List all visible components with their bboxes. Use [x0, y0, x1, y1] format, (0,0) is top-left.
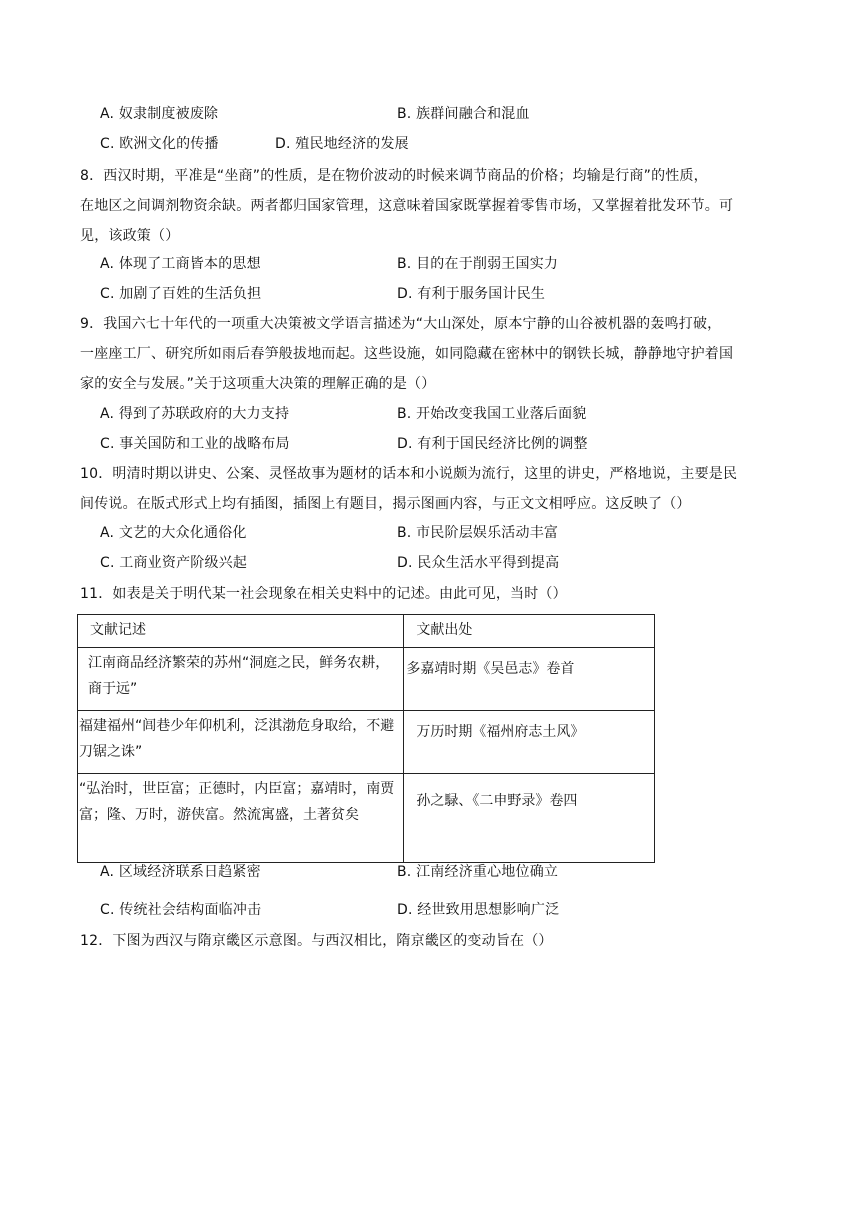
q8-option-b: B. 目的在于削弱王国实力 — [397, 256, 559, 272]
q7-option-c: C. 欧洲文化的传播 — [100, 136, 219, 152]
table-row — [78, 648, 655, 711]
table-row-2-record: 福建福州“闾巷少年仰机利，泛淇渤危身取给，不避刀锯之诛” — [79, 718, 395, 760]
q10-stem-line-2: 间传说。在版式形式上均有插图，插图上有题目，揭示图画内容，与正文文相呼应。这反映了（） — [80, 496, 691, 512]
q10-option-b: B. 市民阶层娱乐活动丰富 — [397, 525, 559, 541]
table-cell — [404, 711, 655, 774]
q7-option-b: B. 族群间融合和混血 — [397, 106, 530, 122]
table-header-cell — [78, 615, 404, 648]
table-row — [78, 774, 655, 863]
q8-option-a: A. 体现了工商皆本的思想 — [100, 256, 261, 272]
table-row-2-source: 万历时期《福州府志土风》 — [416, 724, 585, 740]
q10-option-c: C. 工商业资产阶级兴起 — [100, 555, 248, 571]
q11-option-c: C. 传统社会结构面临冲击 — [100, 902, 262, 918]
table-row-3-source: 孙之騄、《二申野录》卷四 — [416, 793, 578, 809]
table-cell — [404, 774, 655, 863]
q10-option-d: D. 民众生活水平得到提高 — [397, 555, 560, 571]
table-cell — [78, 711, 404, 774]
q7-option-a: A. 奴隶制度被废除 — [100, 106, 219, 122]
q11-stem: 11．如表是关于明代某一社会现象在相关史料中的记述。由此可见，当时（） — [80, 586, 567, 602]
q11-option-d: D. 经世致用思想影响广泛 — [397, 902, 560, 918]
table-cell — [78, 648, 404, 711]
table-row-1-source: 多嘉靖时期《吴邑志》卷首 — [406, 661, 575, 677]
q9-option-b: B. 开始改变我国工业落后面貌 — [397, 406, 587, 422]
table-header-records: 文献记述 — [90, 622, 146, 638]
q8-option-c: C. 加剧了百姓的生活负担 — [100, 286, 262, 302]
table-header-row — [78, 615, 655, 648]
q10-stem-line-1: 10．明清时期以讲史、公案、灵怪故事为题材的话本和小说颇为流行，这里的讲史，严格地说，主要是民 — [80, 466, 738, 482]
q9-option-a: A. 得到了苏联政府的大力支持 — [100, 406, 290, 422]
q8-stem-line-3: 见，该政策（） — [80, 228, 180, 244]
q8-stem-line-1: 8．西汉时期，平准是“坐商”的性质，是在物价波动的时候来调节商品的价格；均输是行商”的性质， — [80, 168, 708, 184]
table-header-cell — [404, 615, 655, 648]
q11-option-a: A. 区域经济联系日趋紧密 — [100, 864, 261, 880]
q11-option-b: B. 江南经济重心地位确立 — [397, 864, 559, 880]
q9-option-d: D. 有利于国民经济比例的调整 — [397, 436, 588, 452]
table-header-source: 文献出处 — [416, 622, 473, 638]
q10-option-a: A. 文艺的大众化通俗化 — [100, 525, 247, 541]
table-row-1-record: 江南商品经济繁荣的苏州“洞庭之民，鲜务农耕，商于远” — [88, 655, 390, 697]
q11-source-table — [77, 614, 655, 863]
table-cell — [78, 774, 404, 863]
q7-option-d: D. 殖民地经济的发展 — [275, 136, 409, 152]
table-row-3-record: “弘治时，世臣富；正德时，内臣富；嘉靖时，南贾富；隆、万时，游侠富。然流寓盛，土著贫矣 — [79, 781, 395, 823]
table-cell — [404, 648, 655, 711]
q9-stem-line-1: 9．我国六七十年代的一项重大决策被文学语言描述为“大山深处，原本宁静的山谷被机器的轰鸣打破， — [80, 316, 722, 332]
q9-stem-line-2: 一座座工厂、研究所如雨后春笋般拔地而起。这些设施，如同隐藏在密林中的钢铁长城，静静地守护着国 — [80, 346, 734, 362]
q8-stem-line-2: 在地区之间调剂物资余缺。两者都归国家管理，这意味着国家既掌握着零售市场，又掌握着批发环节。可 — [80, 198, 734, 214]
q12-stem: 12．下图为西汉与隋京畿区示意图。与西汉相比，隋京畿区的变动旨在（） — [80, 933, 553, 949]
q9-stem-line-3: 家的安全与发展。”关于这项重大决策的理解正确的是（） — [80, 376, 436, 392]
q8-option-d: D. 有利于服务国计民生 — [397, 286, 546, 302]
q9-option-c: C. 事关国防和工业的战略布局 — [100, 436, 290, 452]
table-row — [78, 711, 655, 774]
